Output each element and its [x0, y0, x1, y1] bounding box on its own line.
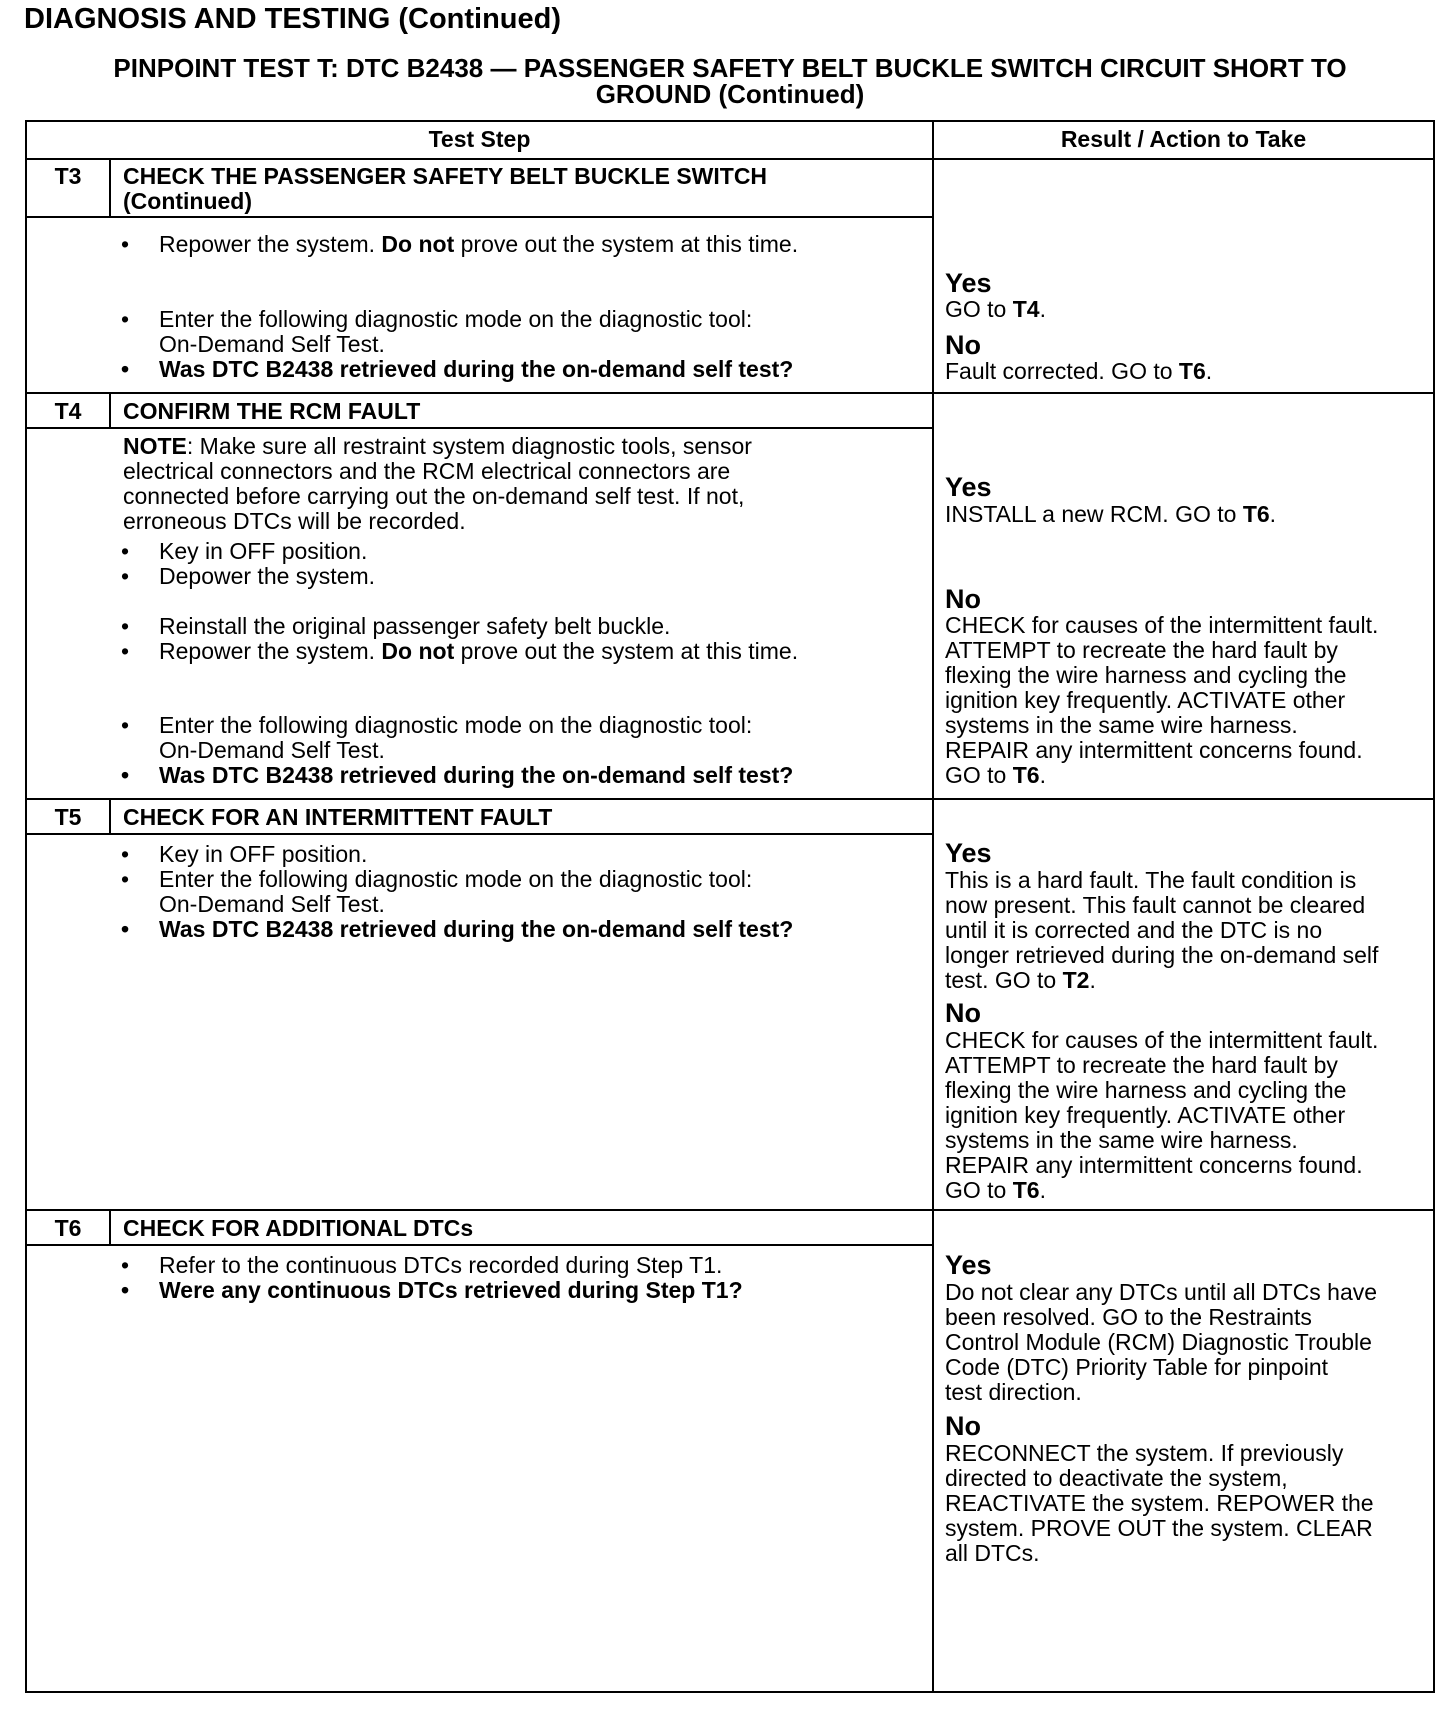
header-divider — [27, 158, 1433, 160]
t5-no-action: CHECK for causes of the intermittent fault. ATTEMPT to recreate the hard fault by flexing the wire harness and cycling the ignition key frequently. ACTIVATE other systems in the same wire harness. REPAIR any intermittent concerns found. GO to T6. — [945, 1027, 1379, 1203]
t3-title-divider — [27, 216, 932, 218]
t4-bullet-5: • Enter the following diagnostic mode on the diagnostic tool: On-Demand Self Test. — [121, 712, 753, 763]
t5-no-label: No — [945, 998, 981, 1028]
t3-bullet-2: • Enter the following diagnostic mode on the diagnostic tool: On-Demand Self Test. — [121, 306, 753, 357]
step-id-divider-t3 — [109, 160, 111, 216]
column-header-test-step: Test Step — [428, 126, 531, 152]
step-title-t5: CHECK FOR AN INTERMITTENT FAULT — [123, 804, 553, 830]
t3-bullet-3: • Was DTC B2438 retrieved during the on-demand self test? — [121, 356, 794, 382]
t5-title-divider — [27, 833, 932, 835]
t6-no-label: No — [945, 1411, 981, 1441]
t6-yes-label: Yes — [945, 1250, 992, 1280]
page-title: DIAGNOSIS AND TESTING (Continued) — [24, 3, 562, 35]
t5-bullet-3: • Was DTC B2438 retrieved during the on-demand self test? — [121, 916, 794, 942]
step-id-divider-t5 — [109, 800, 111, 834]
column-divider — [932, 122, 934, 1691]
t5-yes-action: This is a hard fault. The fault condition is now present. This fault cannot be cleared until it is corrected and the DTC is no longer retrieved during the on-demand self test. GO to T2. — [945, 867, 1379, 993]
t6-title-divider — [27, 1244, 932, 1246]
t4-title-divider — [27, 427, 932, 429]
t5-bullet-2: • Enter the following diagnostic mode on the diagnostic tool: On-Demand Self Test. — [121, 866, 753, 917]
t4-bullet-3: • Reinstall the original passenger safety belt buckle. — [121, 613, 671, 639]
t4-bullet-4: • Repower the system. Do not prove out the system at this time. — [121, 638, 799, 664]
pinpoint-test-title — [24, 55, 1436, 107]
t6-row-divider — [27, 1209, 1433, 1211]
t5-yes-label: Yes — [945, 838, 992, 868]
t6-bullet-2: • Were any continuous DTCs retrieved during Step T1? — [121, 1277, 743, 1303]
t4-bullet-1: • Key in OFF position. — [121, 538, 368, 564]
t3-yes-action: GO to T4. — [945, 296, 1046, 322]
step-title-t3-line-2: (Continued) — [123, 188, 253, 214]
step-id-divider-t4 — [109, 394, 111, 428]
t3-no-action: Fault corrected. GO to T6. — [945, 358, 1213, 384]
pinpoint-test-title-line-2: GROUND (Continued) — [595, 79, 865, 109]
t4-no-action: CHECK for causes of the intermittent fault. ATTEMPT to recreate the hard fault by flexing the wire harness and cycling the ignition key frequently. ACTIVATE other systems in the same wire harness. REPAIR any intermittent concerns found. GO to T6. — [945, 612, 1379, 788]
t4-note: NOTE: Make sure all restraint system diagnostic tools, sensor electrical connectors and the RCM electrical connectors are connected before carrying out the on-demand self test. If not, erroneous DTCs will be recorded. — [123, 433, 752, 534]
t3-yes-label: Yes — [945, 268, 992, 298]
t4-row-divider — [27, 392, 1433, 394]
t6-yes-action: Do not clear any DTCs until all DTCs have been resolved. GO to the Restraints Control Module (RCM) Diagnostic Trouble Code (DTC) Priority Table for pinpoint test direction. — [945, 1279, 1378, 1405]
step-title-t3 — [123, 164, 767, 214]
t6-bullet-1: • Refer to the continuous DTCs recorded during Step T1. — [121, 1252, 723, 1278]
t4-bullet-2: • Depower the system. — [121, 563, 376, 589]
t4-yes-action: INSTALL a new RCM. GO to T6. — [945, 501, 1277, 527]
step-id-t3: T3 — [54, 163, 82, 189]
t3-bullet-1: • Repower the system. Do not prove out the system at this time. — [121, 231, 799, 257]
pinpoint-test-title-line-1: PINPOINT TEST T: DTC B2438 — PASSENGER SAFETY BELT BUCKLE SWITCH CIRCUIT SHORT TO — [113, 53, 1347, 83]
t5-bullet-1: • Key in OFF position. — [121, 841, 368, 867]
step-id-t4: T4 — [54, 398, 82, 424]
test-step-table — [25, 120, 1435, 1693]
step-title-t3-line-1: CHECK THE PASSENGER SAFETY BELT BUCKLE SWITCH — [123, 163, 768, 189]
t5-row-divider — [27, 798, 1433, 800]
t4-no-label: No — [945, 584, 981, 614]
step-id-t6: T6 — [54, 1215, 82, 1241]
step-title-t4: CONFIRM THE RCM FAULT — [123, 398, 421, 424]
t4-yes-label: Yes — [945, 472, 992, 502]
t4-bullet-6: • Was DTC B2438 retrieved during the on-demand self test? — [121, 762, 794, 788]
t3-no-label: No — [945, 330, 981, 360]
t6-no-action: RECONNECT the system. If previously directed to deactivate the system, REACTIVATE the system. REPOWER the system. PROVE OUT the system. CLEAR all DTCs. — [945, 1440, 1374, 1566]
step-id-divider-t6 — [109, 1211, 111, 1245]
column-header-result: Result / Action to Take — [1060, 126, 1307, 152]
step-title-t6: CHECK FOR ADDITIONAL DTCs — [123, 1215, 474, 1241]
step-id-t5: T5 — [54, 804, 82, 830]
